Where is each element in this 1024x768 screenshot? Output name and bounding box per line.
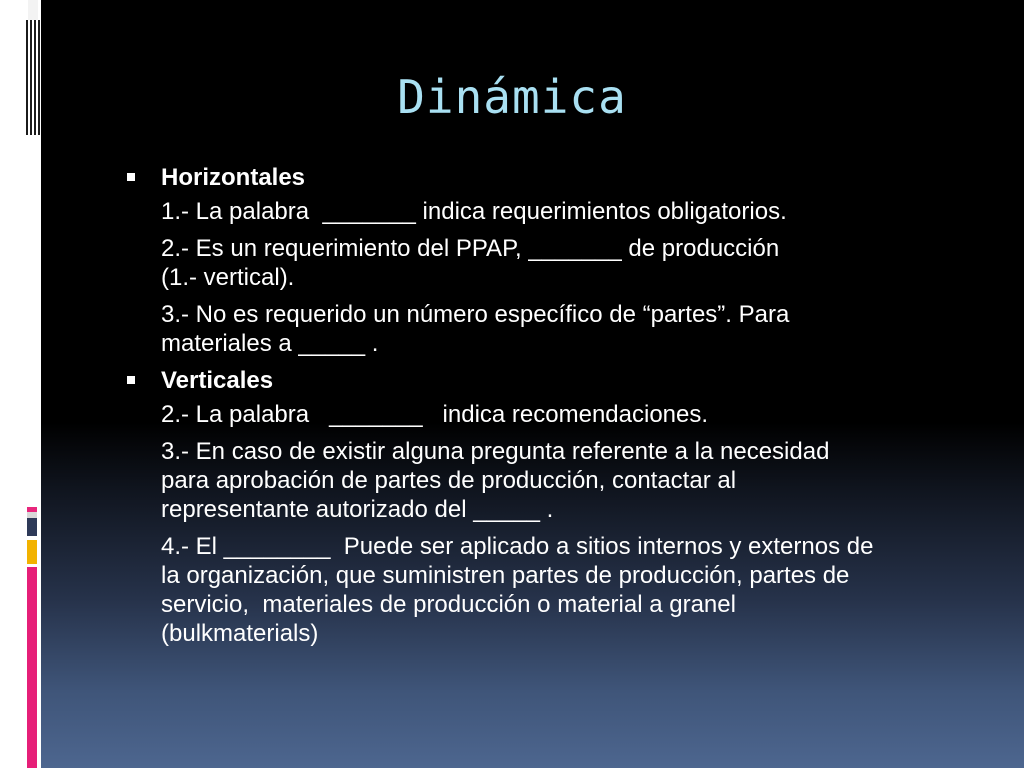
decor-bar-navy (27, 518, 37, 536)
slide-title: Dinámica (397, 70, 627, 124)
square-bullet-icon (127, 173, 135, 181)
list-item: 2.- La palabra _______ indica recomendaciones. (161, 401, 709, 428)
list-item: 3.- No es requerido un número específico de “partes”. Para materiales a _____ . (161, 301, 790, 357)
section-heading-horizontales (120, 163, 980, 192)
square-bullet-icon (127, 376, 135, 384)
slide-content (120, 160, 980, 656)
decor-bar-yellow (27, 540, 37, 564)
section-heading-label: Verticales (161, 367, 274, 394)
list-item: 2.- Es un requerimiento del PPAP, _______ de producción (1.- vertical). (161, 235, 780, 291)
section-heading-verticales (120, 366, 980, 395)
list-item: 4.- El ________ Puede ser aplicado a sitios internos y externos de la organización, que suministren partes de producción, partes de servicio, materiales de producción o material a granel (bulkmaterials) (161, 533, 874, 647)
list-item: 3.- En caso de existir alguna pregunta referente a la necesidad para aprobación de partes de producción, contactar al representante autorizado del _____ . (161, 438, 830, 523)
list-item: 1.- La palabra _______ indica requerimientos obligatorios. (161, 198, 787, 225)
section-heading-label: Horizontales (161, 164, 306, 191)
decor-bar-pink (27, 567, 37, 768)
decor-bar-top (28, 0, 38, 20)
